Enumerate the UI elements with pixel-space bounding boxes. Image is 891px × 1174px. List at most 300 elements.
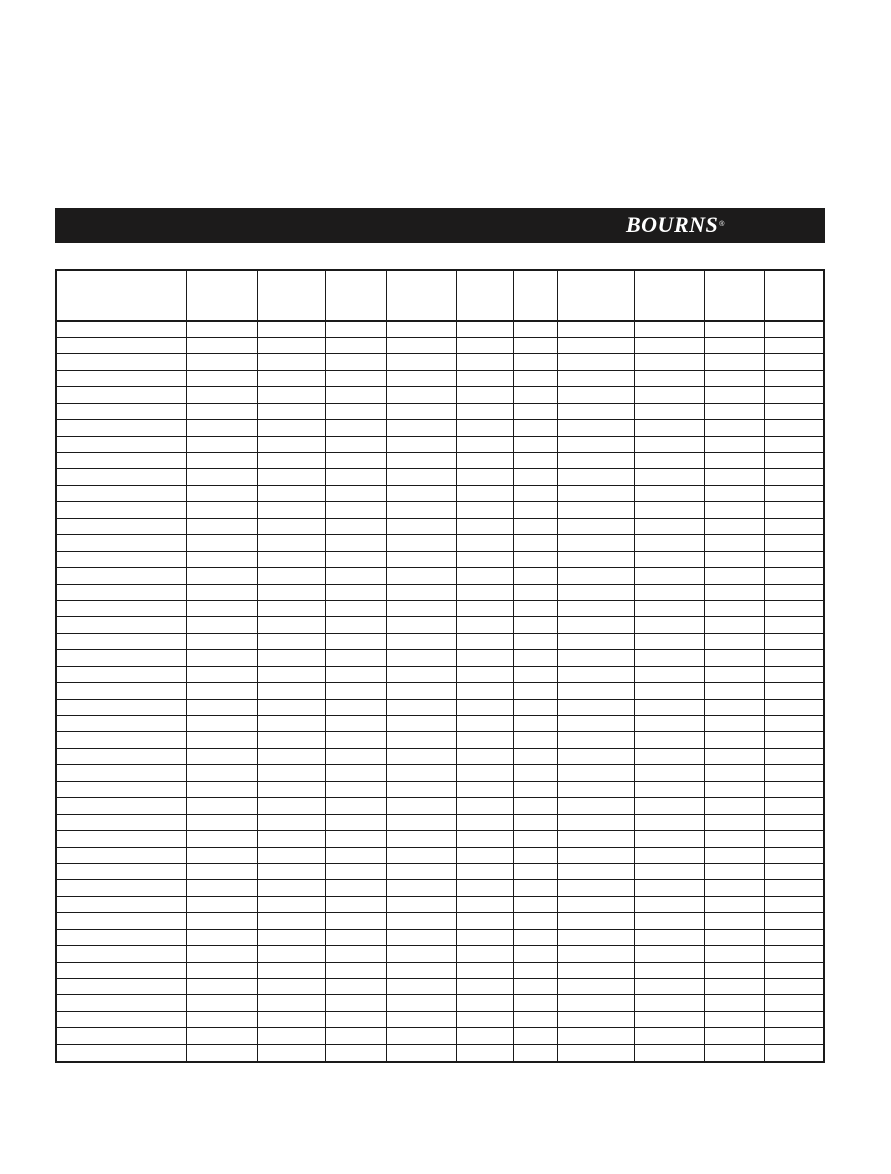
table-cell: [257, 1011, 325, 1027]
table-cell: [557, 814, 634, 830]
table-cell: [257, 650, 325, 666]
table-cell: [57, 535, 186, 551]
table-cell: [186, 732, 257, 748]
table-cell: [764, 962, 823, 978]
table-cell: [386, 847, 456, 863]
table-cell: [456, 387, 513, 403]
table-cell: [764, 765, 823, 781]
column-header: [557, 271, 634, 321]
table-cell: [557, 518, 634, 534]
table-cell: [704, 699, 764, 715]
table-cell: [257, 420, 325, 436]
table-row: [57, 962, 823, 978]
table-cell: [186, 568, 257, 584]
table-cell: [764, 880, 823, 896]
table-cell: [557, 551, 634, 567]
table-cell: [513, 568, 557, 584]
column-header: [634, 271, 704, 321]
table-cell: [257, 321, 325, 337]
table-cell: [764, 896, 823, 912]
table-cell: [57, 896, 186, 912]
table-cell: [557, 716, 634, 732]
table-cell: [513, 633, 557, 649]
table-cell: [325, 781, 386, 797]
table-cell: [186, 847, 257, 863]
table-cell: [456, 321, 513, 337]
table-cell: [186, 650, 257, 666]
table-cell: [257, 913, 325, 929]
table-row: [57, 765, 823, 781]
table-cell: [557, 436, 634, 452]
table-cell: [386, 535, 456, 551]
table-cell: [57, 354, 186, 370]
table-cell: [704, 650, 764, 666]
table-cell: [456, 633, 513, 649]
table-cell: [704, 1028, 764, 1044]
table-cell: [513, 962, 557, 978]
table-row: [57, 847, 823, 863]
table-cell: [257, 403, 325, 419]
table-cell: [186, 946, 257, 962]
table-cell: [456, 436, 513, 452]
table-cell: [764, 617, 823, 633]
table-cell: [456, 1011, 513, 1027]
table-cell: [634, 600, 704, 616]
table-cell: [513, 666, 557, 682]
table-cell: [57, 321, 186, 337]
table-cell: [386, 798, 456, 814]
table-cell: [513, 469, 557, 485]
table-cell: [456, 370, 513, 386]
table-cell: [557, 863, 634, 879]
table-cell: [557, 913, 634, 929]
table-cell: [57, 798, 186, 814]
bourns-logo: [626, 213, 724, 237]
table-cell: [186, 600, 257, 616]
table-cell: [634, 420, 704, 436]
table-cell: [764, 847, 823, 863]
table-cell: [257, 946, 325, 962]
table-row: [57, 929, 823, 945]
table-cell: [325, 880, 386, 896]
table-cell: [57, 650, 186, 666]
table-cell: [513, 1044, 557, 1061]
table-cell: [325, 420, 386, 436]
table-cell: [456, 699, 513, 715]
table-row: [57, 995, 823, 1011]
table-cell: [325, 617, 386, 633]
table-cell: [764, 633, 823, 649]
table-cell: [704, 518, 764, 534]
table-row: [57, 650, 823, 666]
table-cell: [557, 765, 634, 781]
table-cell: [634, 946, 704, 962]
table-cell: [257, 370, 325, 386]
table-cell: [557, 666, 634, 682]
table-cell: [257, 518, 325, 534]
table-cell: [257, 683, 325, 699]
table-row: [57, 551, 823, 567]
table-cell: [764, 863, 823, 879]
table-cell: [704, 962, 764, 978]
table-cell: [186, 781, 257, 797]
table-cell: [704, 387, 764, 403]
table-cell: [186, 995, 257, 1011]
table-cell: [257, 568, 325, 584]
table-row: [57, 913, 823, 929]
table-cell: [764, 929, 823, 945]
table-cell: [325, 765, 386, 781]
table-cell: [456, 748, 513, 764]
table-cell: [764, 748, 823, 764]
table-cell: [513, 370, 557, 386]
table-cell: [704, 896, 764, 912]
table-cell: [257, 436, 325, 452]
table-cell: [456, 683, 513, 699]
table-cell: [456, 337, 513, 353]
table-cell: [386, 633, 456, 649]
table-header-row: [57, 271, 823, 321]
table-row: [57, 584, 823, 600]
table-cell: [257, 584, 325, 600]
table-cell: [704, 453, 764, 469]
table-cell: [557, 469, 634, 485]
table-cell: [186, 535, 257, 551]
table-cell: [764, 913, 823, 929]
table-cell: [325, 962, 386, 978]
table-cell: [186, 666, 257, 682]
table-row: [57, 979, 823, 995]
table-cell: [557, 979, 634, 995]
table-cell: [57, 831, 186, 847]
table-cell: [634, 716, 704, 732]
table-cell: [257, 1028, 325, 1044]
table-cell: [634, 502, 704, 518]
table-cell: [704, 370, 764, 386]
table-cell: [386, 716, 456, 732]
table-cell: [57, 847, 186, 863]
table-cell: [634, 748, 704, 764]
table-cell: [704, 551, 764, 567]
table-cell: [634, 551, 704, 567]
table-cell: [704, 633, 764, 649]
table-cell: [634, 354, 704, 370]
table-cell: [557, 699, 634, 715]
table-cell: [325, 469, 386, 485]
table-cell: [386, 929, 456, 945]
table-cell: [634, 321, 704, 337]
table-cell: [57, 946, 186, 962]
table-cell: [634, 831, 704, 847]
table-row: [57, 1044, 823, 1061]
table-cell: [764, 485, 823, 501]
table-cell: [513, 781, 557, 797]
table-cell: [456, 617, 513, 633]
table-cell: [634, 370, 704, 386]
table-cell: [513, 420, 557, 436]
table-cell: [57, 979, 186, 995]
table-cell: [186, 798, 257, 814]
table-cell: [186, 683, 257, 699]
table-cell: [704, 880, 764, 896]
table-cell: [513, 699, 557, 715]
table-cell: [186, 699, 257, 715]
table-cell: [634, 1044, 704, 1061]
table-cell: [513, 337, 557, 353]
table-cell: [704, 765, 764, 781]
table-cell: [764, 453, 823, 469]
table-cell: [764, 551, 823, 567]
table-cell: [634, 633, 704, 649]
table-cell: [513, 913, 557, 929]
table-cell: [513, 683, 557, 699]
table-cell: [325, 863, 386, 879]
table-cell: [325, 354, 386, 370]
table-cell: [57, 403, 186, 419]
table-cell: [764, 568, 823, 584]
table-cell: [386, 584, 456, 600]
table-row: [57, 617, 823, 633]
table-cell: [456, 354, 513, 370]
table-cell: [557, 370, 634, 386]
table-cell: [764, 716, 823, 732]
table-cell: [557, 847, 634, 863]
table-cell: [634, 929, 704, 945]
table-cell: [57, 600, 186, 616]
column-header: [704, 271, 764, 321]
table-cell: [386, 946, 456, 962]
table-cell: [57, 913, 186, 929]
table-cell: [704, 683, 764, 699]
table-cell: [513, 600, 557, 616]
table-cell: [386, 732, 456, 748]
table-cell: [557, 485, 634, 501]
table-cell: [325, 913, 386, 929]
table-cell: [57, 453, 186, 469]
table-cell: [57, 337, 186, 353]
table-cell: [186, 370, 257, 386]
table-cell: [513, 354, 557, 370]
brand-name: BOURNS: [626, 212, 719, 237]
table-cell: [325, 584, 386, 600]
table-cell: [634, 650, 704, 666]
table-cell: [513, 929, 557, 945]
table-cell: [57, 683, 186, 699]
table-cell: [186, 913, 257, 929]
table-cell: [513, 1011, 557, 1027]
table-cell: [386, 913, 456, 929]
table-cell: [186, 502, 257, 518]
table-cell: [634, 535, 704, 551]
table-cell: [325, 995, 386, 1011]
table-cell: [456, 716, 513, 732]
table-cell: [634, 732, 704, 748]
table-cell: [634, 1028, 704, 1044]
table-cell: [634, 896, 704, 912]
table-cell: [634, 880, 704, 896]
table-cell: [257, 929, 325, 945]
table-cell: [704, 781, 764, 797]
table-cell: [57, 666, 186, 682]
table-cell: [704, 436, 764, 452]
table-cell: [325, 337, 386, 353]
table-cell: [764, 502, 823, 518]
table-cell: [513, 485, 557, 501]
table-row: [57, 880, 823, 896]
table-cell: [386, 781, 456, 797]
table-cell: [386, 551, 456, 567]
table-cell: [57, 568, 186, 584]
table-cell: [456, 831, 513, 847]
table-row: [57, 420, 823, 436]
table-cell: [557, 1028, 634, 1044]
table-cell: [704, 814, 764, 830]
table-cell: [186, 584, 257, 600]
table-cell: [57, 995, 186, 1011]
table-cell: [704, 716, 764, 732]
table-cell: [325, 946, 386, 962]
table-row: [57, 337, 823, 353]
table-cell: [57, 716, 186, 732]
table-cell: [386, 650, 456, 666]
table-cell: [325, 1011, 386, 1027]
table-cell: [634, 847, 704, 863]
table-cell: [513, 436, 557, 452]
table-cell: [456, 650, 513, 666]
table-cell: [704, 913, 764, 929]
table-cell: [257, 535, 325, 551]
table-cell: [386, 748, 456, 764]
table-cell: [325, 518, 386, 534]
table-cell: [186, 880, 257, 896]
table-cell: [386, 420, 456, 436]
table-cell: [764, 354, 823, 370]
table-cell: [704, 995, 764, 1011]
table-cell: [557, 633, 634, 649]
table-row: [57, 633, 823, 649]
table-cell: [557, 781, 634, 797]
column-header: [456, 271, 513, 321]
table-cell: [386, 765, 456, 781]
table-cell: [557, 896, 634, 912]
table-cell: [557, 929, 634, 945]
table-cell: [325, 748, 386, 764]
table-cell: [704, 732, 764, 748]
table-cell: [456, 453, 513, 469]
table-cell: [764, 518, 823, 534]
table-cell: [557, 1044, 634, 1061]
column-header: [386, 271, 456, 321]
table-cell: [257, 732, 325, 748]
table-cell: [386, 831, 456, 847]
table-row: [57, 896, 823, 912]
table-cell: [634, 403, 704, 419]
table-cell: [57, 699, 186, 715]
table-cell: [325, 1028, 386, 1044]
table-cell: [456, 962, 513, 978]
table-row: [57, 946, 823, 962]
table-cell: [386, 1044, 456, 1061]
table-cell: [557, 502, 634, 518]
table-cell: [557, 798, 634, 814]
table-cell: [186, 929, 257, 945]
table-cell: [704, 584, 764, 600]
table-cell: [57, 732, 186, 748]
table-cell: [513, 896, 557, 912]
table-cell: [456, 979, 513, 995]
table-cell: [634, 979, 704, 995]
table-cell: [325, 568, 386, 584]
table-cell: [557, 321, 634, 337]
table-cell: [325, 321, 386, 337]
table-cell: [257, 979, 325, 995]
table-cell: [186, 518, 257, 534]
table-row: [57, 666, 823, 682]
table-cell: [634, 863, 704, 879]
table-cell: [456, 946, 513, 962]
table-cell: [325, 387, 386, 403]
table-cell: [704, 321, 764, 337]
table-cell: [634, 913, 704, 929]
table-cell: [386, 1011, 456, 1027]
table-cell: [186, 814, 257, 830]
table-cell: [764, 1011, 823, 1027]
table-cell: [513, 321, 557, 337]
table-cell: [634, 1011, 704, 1027]
table-cell: [325, 1044, 386, 1061]
table-cell: [704, 863, 764, 879]
table-cell: [456, 847, 513, 863]
column-header: [57, 271, 186, 321]
table-row: [57, 798, 823, 814]
table-cell: [386, 1028, 456, 1044]
table-cell: [513, 551, 557, 567]
table-cell: [764, 995, 823, 1011]
table-cell: [634, 765, 704, 781]
table-cell: [704, 600, 764, 616]
column-header: [513, 271, 557, 321]
table-cell: [57, 485, 186, 501]
spec-table-grid: [57, 271, 823, 1061]
table-cell: [456, 666, 513, 682]
table-cell: [257, 502, 325, 518]
table-cell: [557, 337, 634, 353]
table-cell: [325, 551, 386, 567]
table-cell: [704, 469, 764, 485]
table-cell: [186, 748, 257, 764]
table-cell: [386, 979, 456, 995]
table-cell: [557, 1011, 634, 1027]
table-cell: [257, 962, 325, 978]
table-cell: [704, 485, 764, 501]
table-cell: [186, 1011, 257, 1027]
table-cell: [456, 765, 513, 781]
table-cell: [386, 995, 456, 1011]
table-cell: [386, 617, 456, 633]
table-cell: [513, 831, 557, 847]
table-cell: [257, 469, 325, 485]
table-cell: [456, 732, 513, 748]
table-cell: [634, 337, 704, 353]
table-cell: [764, 387, 823, 403]
table-cell: [557, 683, 634, 699]
table-cell: [186, 765, 257, 781]
table-cell: [57, 863, 186, 879]
table-row: [57, 535, 823, 551]
table-cell: [634, 469, 704, 485]
table-cell: [325, 798, 386, 814]
table-cell: [634, 666, 704, 682]
